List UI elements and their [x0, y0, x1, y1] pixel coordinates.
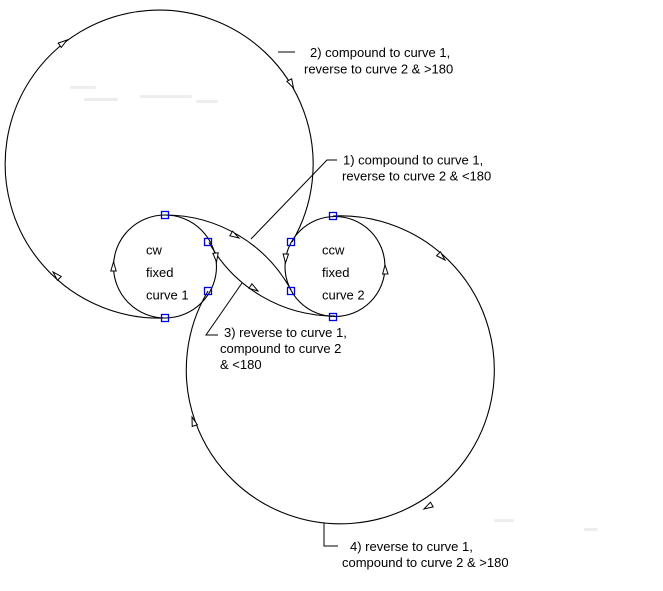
smudge-mark	[196, 100, 218, 103]
smudge-mark	[70, 86, 96, 89]
curve-2-label-line-3: curve 2	[322, 287, 365, 303]
annotation-3-line-1: 3) reverse to curve 1,	[224, 325, 347, 340]
direction-arrow-icon	[287, 79, 296, 89]
curve-2-label-line-1: ccw	[322, 242, 345, 258]
scan-smudges	[70, 86, 598, 531]
labels	[146, 45, 509, 570]
smudge-mark	[494, 519, 514, 522]
annotation-1-line-1: 1) compound to curve 1,	[343, 152, 484, 168]
smudge-mark	[84, 98, 118, 101]
smudge-mark	[584, 528, 598, 531]
leader-lines	[206, 52, 338, 546]
curve-2-label-line-2: fixed	[322, 265, 350, 280]
leader-line-4	[324, 523, 338, 546]
annotation-4-line-1: 4) reverse to curve 1,	[350, 539, 473, 554]
direction-arrow-icon	[283, 254, 289, 263]
direction-arrow-icon	[58, 38, 68, 48]
direction-arrow-icon	[111, 262, 116, 271]
direction-arrows	[51, 38, 447, 512]
direction-arrow-icon	[423, 502, 433, 511]
curve-1-label-line-2: fixed	[146, 265, 174, 280]
connecting-arc-1	[165, 215, 291, 290]
annotation-2-line-2: reverse to curve 2 & >180	[304, 61, 454, 77]
curve-1-label-line-1: cw	[146, 242, 162, 258]
leader-line-1	[251, 160, 337, 239]
annotation-3-line-3: & <180	[220, 357, 262, 372]
direction-arrow-icon	[382, 265, 388, 274]
smudge-mark	[140, 95, 192, 98]
connecting-arc-3	[209, 243, 335, 317]
curve-1-label-line-3: curve 1	[146, 287, 189, 303]
annotation-4-line-2: compound to curve 2 & >180	[342, 555, 509, 570]
annotation-1-line-2: reverse to curve 2 & <180	[342, 168, 492, 184]
annotation-2-line-1: 2) compound to curve 1,	[310, 45, 451, 60]
tangent-markers	[162, 212, 337, 322]
annotation-3-line-2: compound to curve 2	[220, 341, 342, 356]
